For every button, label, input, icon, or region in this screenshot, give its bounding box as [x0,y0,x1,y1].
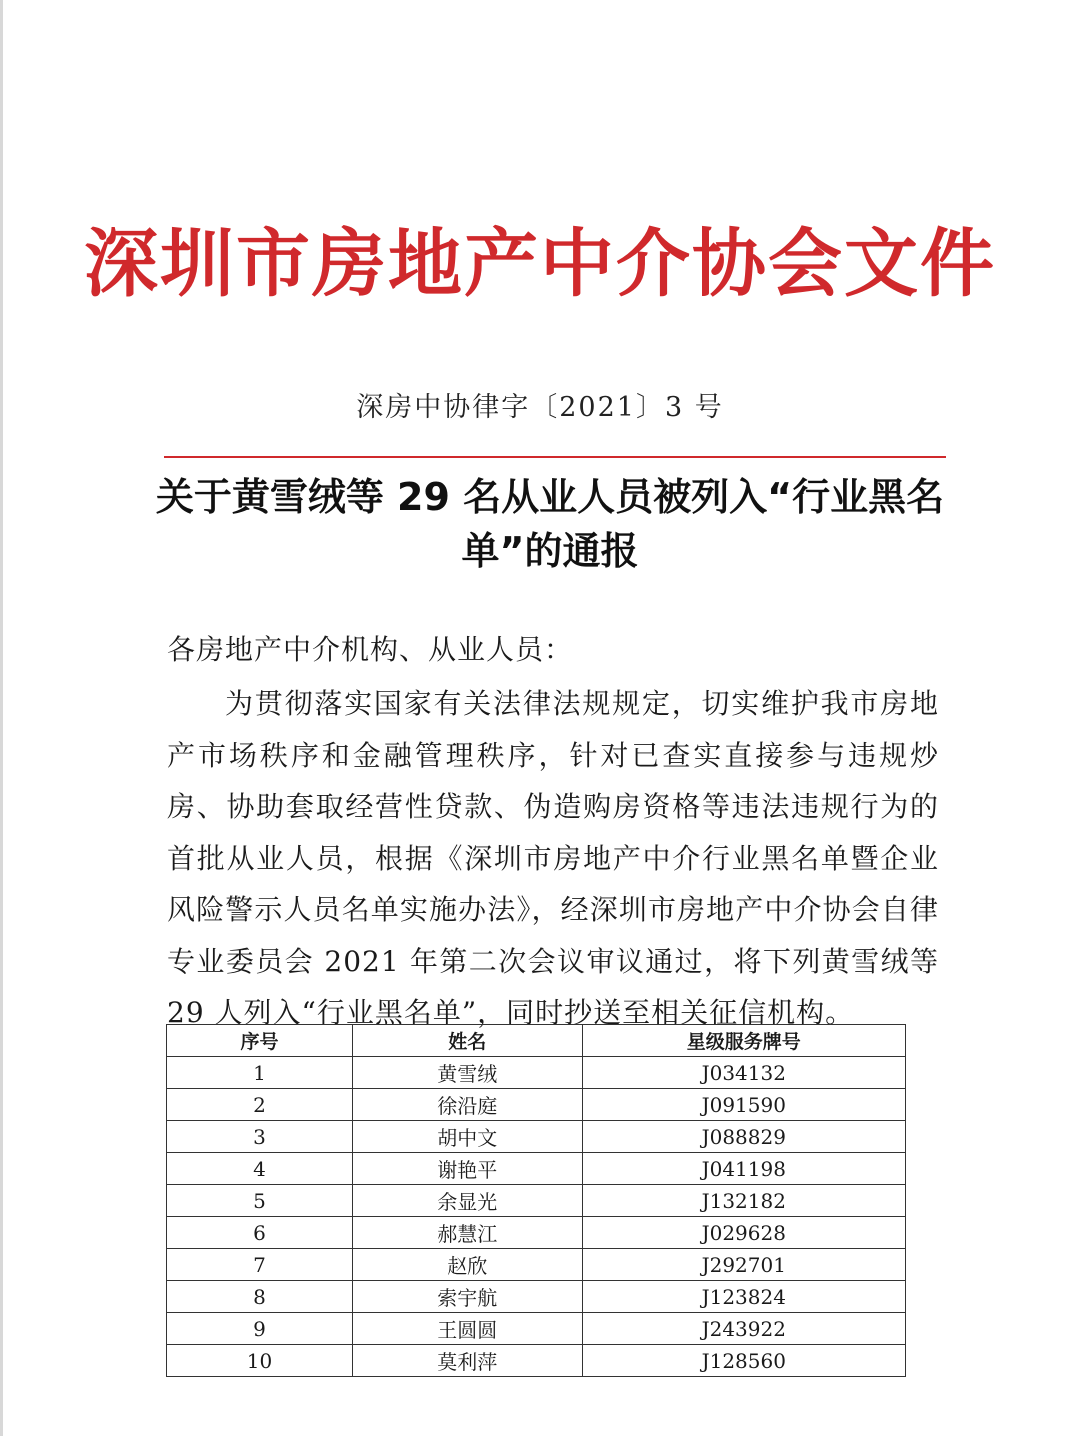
cell-badge: J034132 [582,1057,905,1089]
header-name: 姓名 [352,1025,582,1057]
table-row [167,1089,906,1121]
cell-name: 胡中文 [352,1121,582,1153]
cell-badge: J128560 [582,1345,905,1377]
table-row [167,1185,906,1217]
table-row [167,1281,906,1313]
cell-seq: 5 [167,1185,353,1217]
document-header-title: 深圳市房地产中介协会文件 [84,221,996,307]
cell-badge: J091590 [582,1089,905,1121]
blacklist-table [166,1024,906,1377]
cell-name: 余显光 [352,1185,582,1217]
table-row [167,1057,906,1089]
red-divider-line [164,456,946,458]
cell-name: 王圆圆 [352,1313,582,1345]
table-row [167,1121,906,1153]
cell-seq: 1 [167,1057,353,1089]
cell-name: 黄雪绒 [352,1057,582,1089]
header-seq: 序号 [167,1025,353,1057]
table-row [167,1249,906,1281]
cell-seq: 6 [167,1217,353,1249]
cell-seq: 4 [167,1153,353,1185]
cell-seq: 7 [167,1249,353,1281]
header-badge-number: 星级服务牌号 [582,1025,905,1057]
cell-seq: 3 [167,1121,353,1153]
salutation: 各房地产中介机构、从业人员： [167,633,574,666]
cell-name: 莫利萍 [352,1345,582,1377]
cell-name: 索宇航 [352,1281,582,1313]
cell-badge: J243922 [582,1313,905,1345]
cell-name: 徐沿庭 [352,1089,582,1121]
cell-seq: 8 [167,1281,353,1313]
cell-badge: J123824 [582,1281,905,1313]
cell-seq: 9 [167,1313,353,1345]
cell-badge: J292701 [582,1249,905,1281]
table-row [167,1345,906,1377]
cell-name: 谢艳平 [352,1153,582,1185]
notice-title: 关于黄雪绒等 29 名从业人员被列入“行业黑名单”的通报 [155,475,945,573]
cell-badge: J088829 [582,1121,905,1153]
document-number: 深房中协律字〔2021〕3 号 [356,392,724,423]
cell-name: 赵欣 [352,1249,582,1281]
table-row [167,1217,906,1249]
table-row [167,1153,906,1185]
table-header-row [167,1025,906,1057]
table-row [167,1313,906,1345]
cell-seq: 10 [167,1345,353,1377]
cell-name: 郝慧江 [352,1217,582,1249]
cell-seq: 2 [167,1089,353,1121]
cell-badge: J029628 [582,1217,905,1249]
cell-badge: J132182 [582,1185,905,1217]
body-paragraph: 为贯彻落实国家有关法律法规规定，切实维护我市房地产市场秩序和金融管理秩序，针对已查实直接参与违规炒房、协助套取经营性贷款、伪造购房资格等违法违规行为的首批从业人员，根据《深圳市房地产中介行业黑名单暨企业风险警示人员名单实施办法》，经深圳市房地产中介协会自律专业委员会 2021 年第二次会议审议通过，将下列黄雪绒等 29 人列入“行业黑名单”，同时抄送至相关征信机构。 [167,687,939,1029]
cell-badge: J041198 [582,1153,905,1185]
